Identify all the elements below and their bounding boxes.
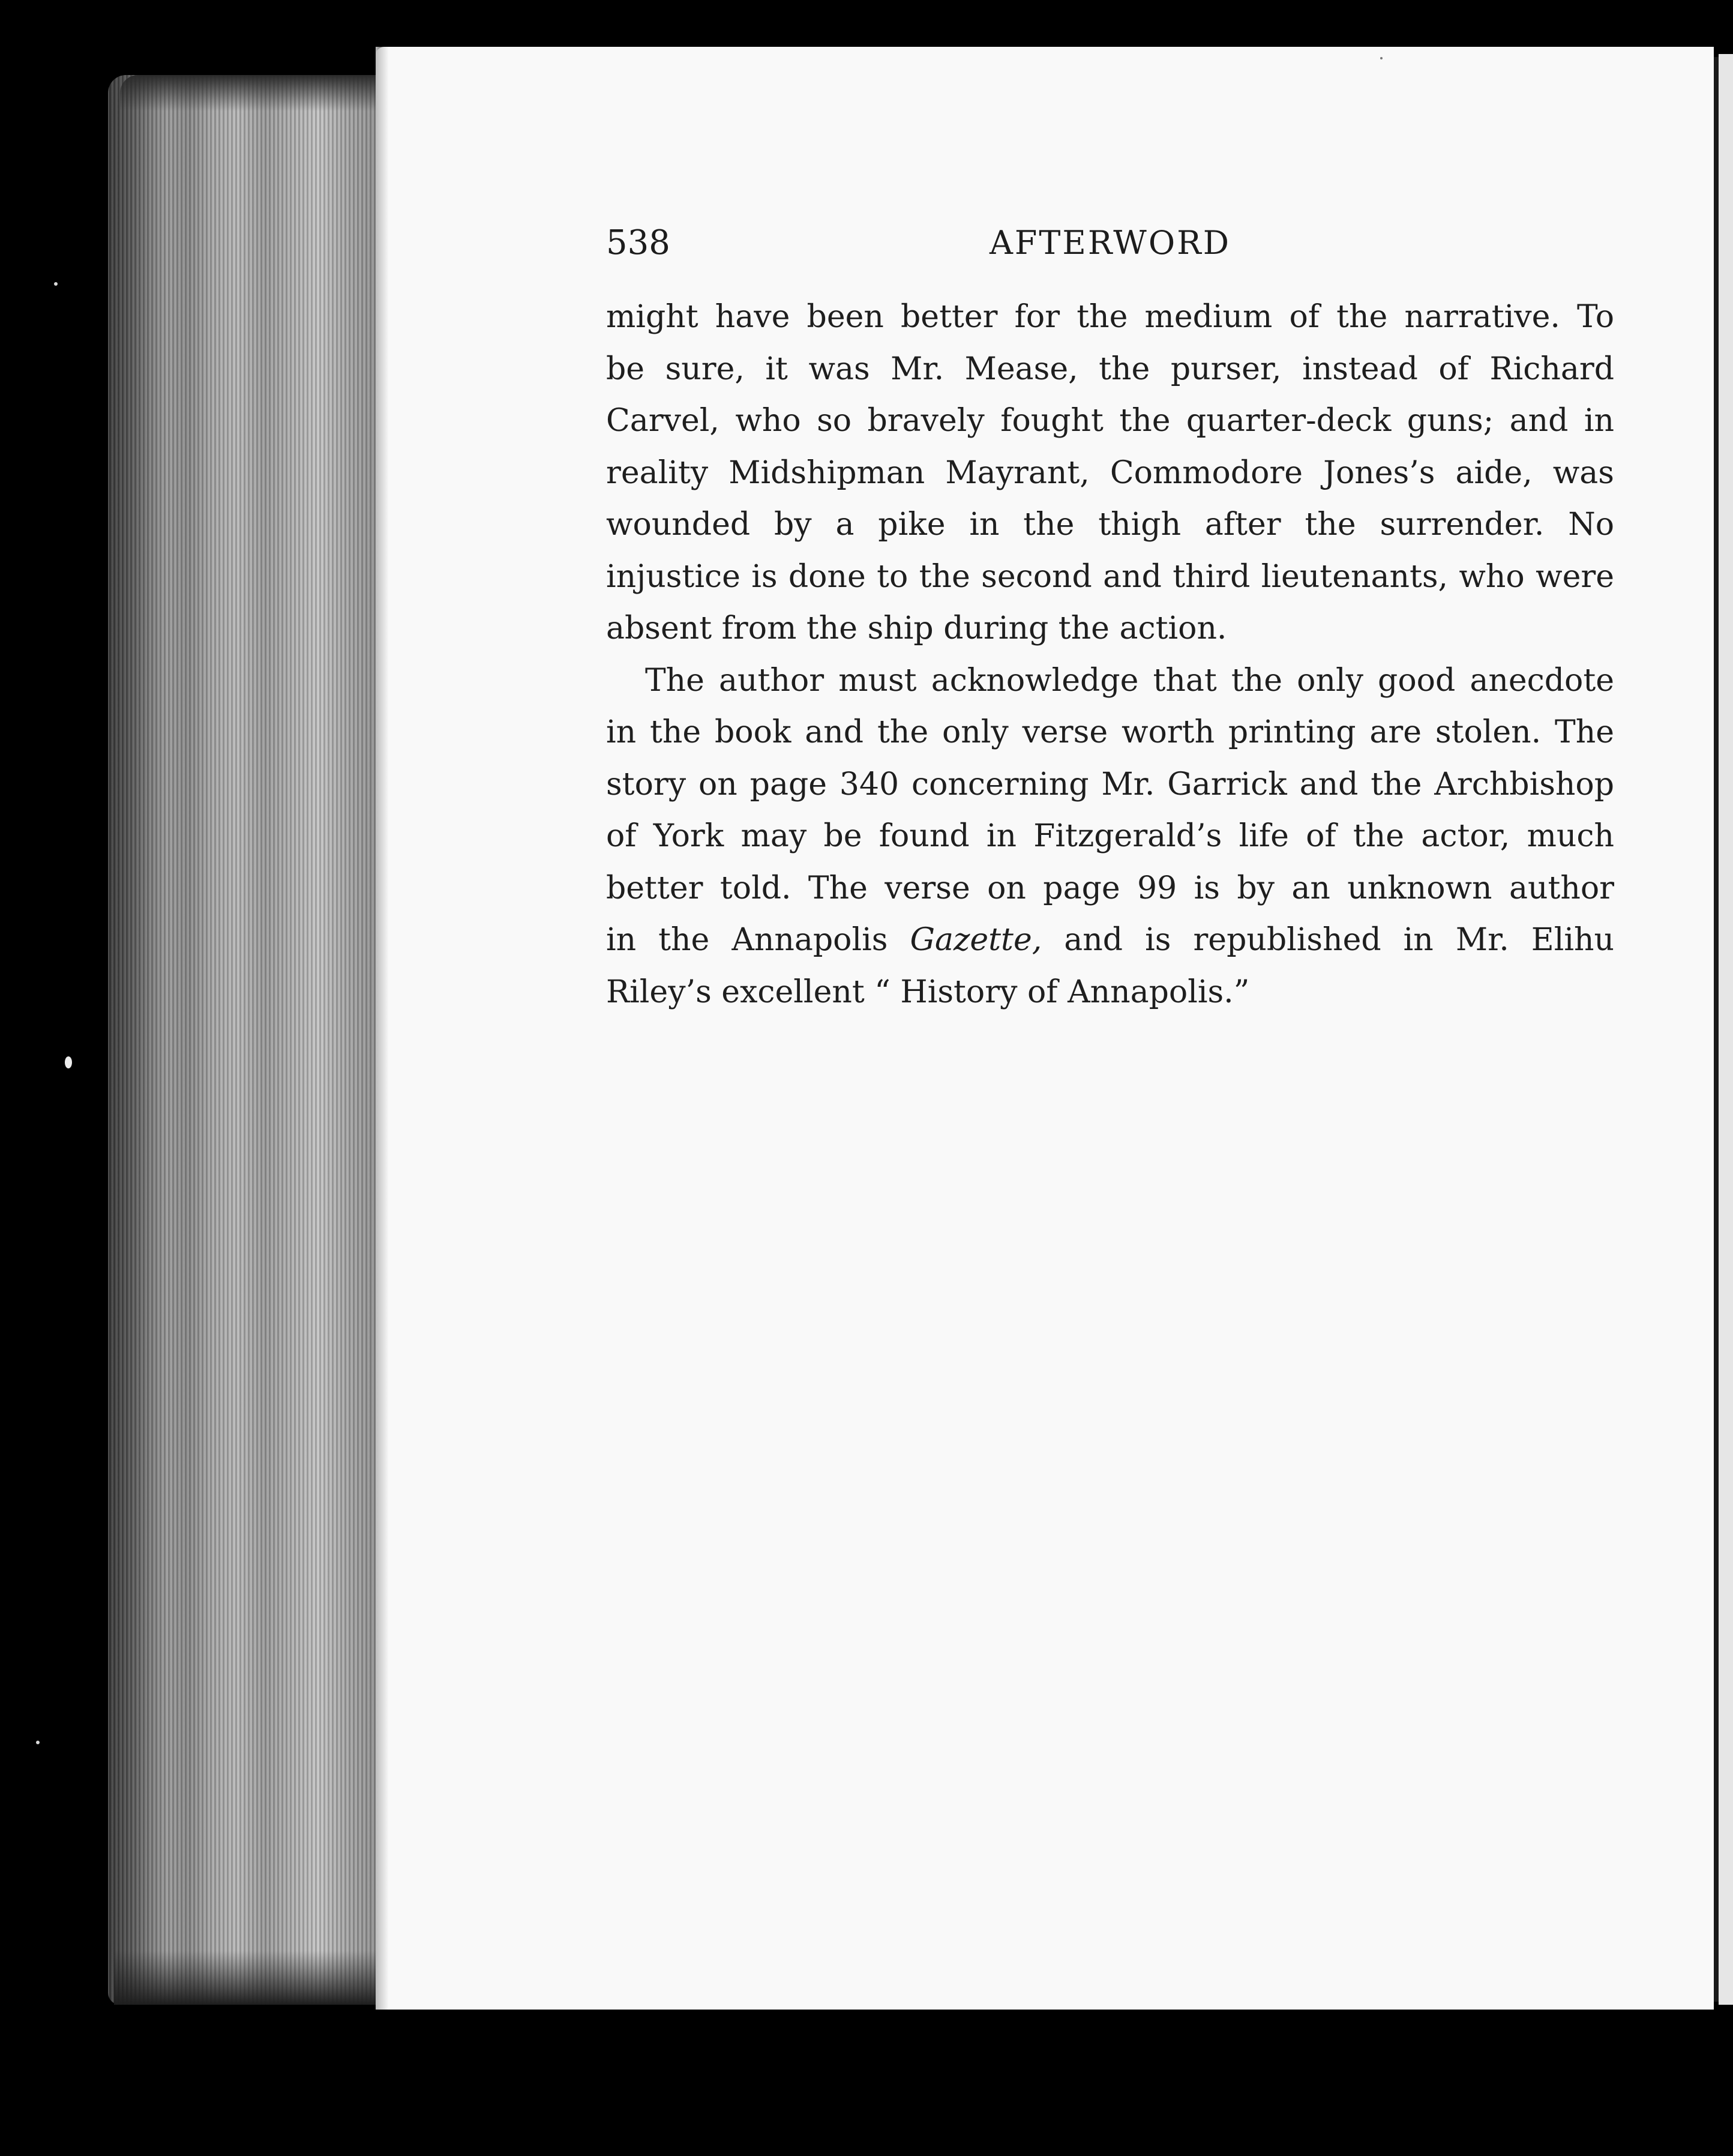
text-line: might have been better for the medium of the narrative. To: [606, 299, 1614, 335]
paragraph: [606, 655, 1614, 1019]
running-head: [606, 216, 1614, 270]
text-line: Carvel, who so bravely fought the quarter-deck guns; and in: [606, 403, 1614, 439]
dust-speck: [54, 282, 58, 286]
dust-speck: [65, 1056, 72, 1068]
page-edges: [108, 75, 378, 2005]
text-line: reality Midshipman Mayrant, Commodore Jones’s aide, was: [606, 454, 1614, 491]
text-line: better told. The verse on page 99 is by an unknown author: [606, 870, 1614, 906]
italic-title: Gazette,: [910, 922, 1042, 958]
text-line: story on page 340 concerning Mr. Garrick and the Archbishop: [606, 766, 1614, 802]
text-line: The author must acknowledge that the only good anecdote: [645, 662, 1614, 699]
text-segment: in the Annapolis: [606, 922, 910, 958]
running-title: AFTERWORD: [989, 224, 1231, 262]
text-line: absent from the ship during the action.: [606, 610, 1227, 646]
text-line-with-italic: [606, 914, 1614, 966]
page-number: 538: [606, 223, 670, 262]
text-line: Riley’s excellent “ History of Annapolis.”: [606, 974, 1250, 1010]
paragraph: [606, 291, 1614, 655]
text-line: injustice is done to the second and third lieutenants, who were: [606, 558, 1614, 595]
facing-page-strip: [1719, 54, 1733, 2005]
right-page-edge: [1714, 57, 1719, 2002]
text-line: in the book and the only verse worth printing are stolen. The: [606, 714, 1614, 750]
dust-speck: [1380, 57, 1383, 59]
text-line: wounded by a pike in the thigh after the surrender. No: [606, 507, 1614, 543]
dust-speck: [36, 1741, 40, 1744]
text-line: be sure, it was Mr. Mease, the purser, instead of Richard: [606, 351, 1614, 387]
page-gutter-shadow: [376, 47, 389, 2010]
text-segment: and is republished in Mr. Elihu: [1042, 922, 1614, 958]
page-edges-shadow-top: [120, 75, 378, 111]
body-text: [606, 291, 1614, 1018]
text-line: of York may be found in Fitzgerald’s life of the actor, much: [606, 818, 1614, 854]
page-edges-shadow-bottom: [114, 1951, 378, 2005]
